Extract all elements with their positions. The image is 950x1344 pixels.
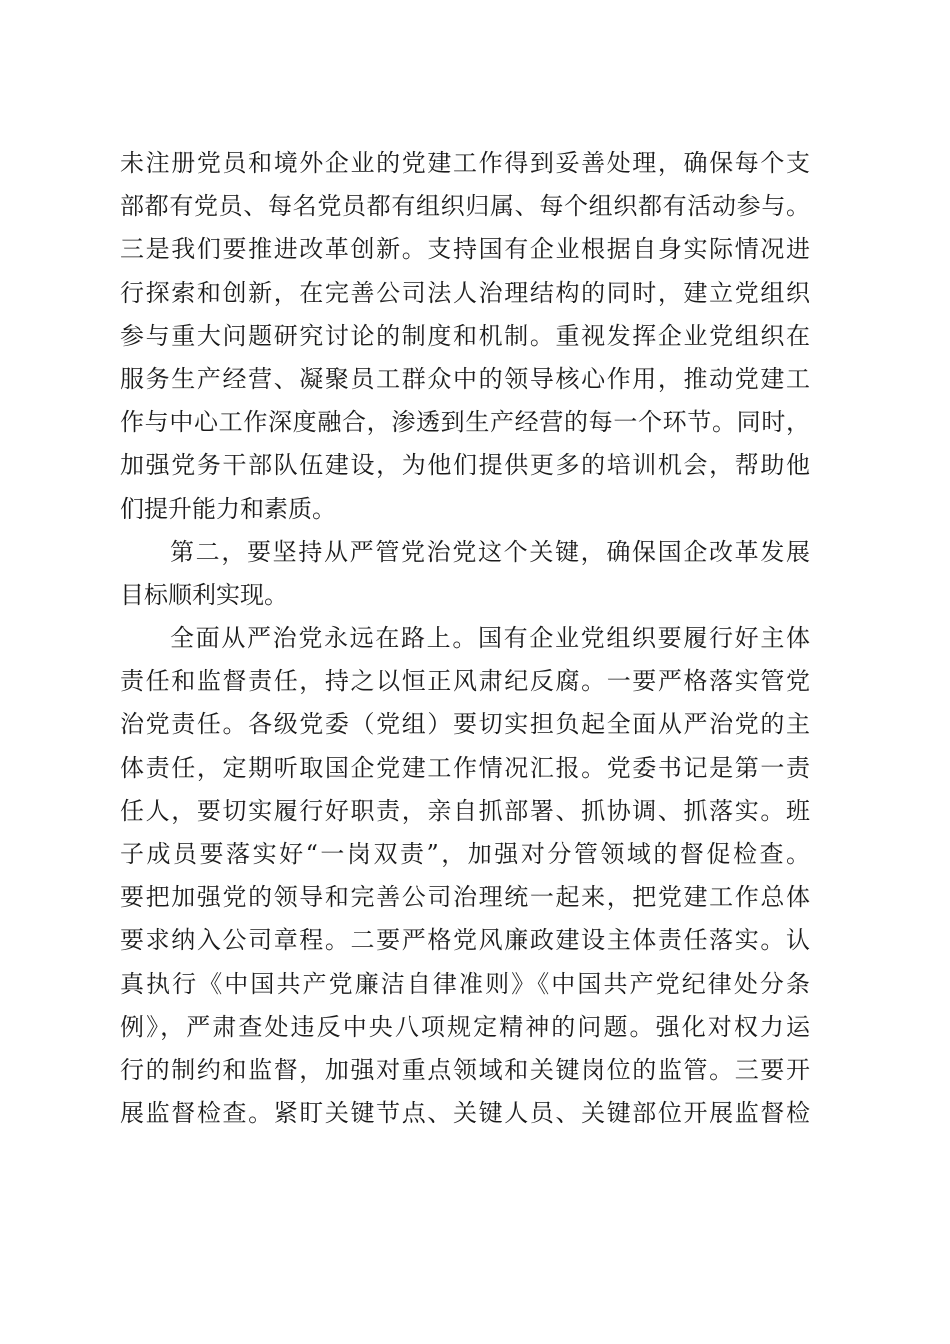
text-line: 例》，严肃查处违反中央八项规定精神的问题。强化对权力运 xyxy=(120,1012,810,1041)
section-heading-line: 第二，要坚持从严管党治党这个关键，确保国企改革发展 xyxy=(170,537,810,566)
section-heading-line: 目标顺利实现。 xyxy=(120,580,288,609)
text-line: 展监督检查。紧盯关键节点、关键人员、关键部位开展监督检 xyxy=(120,1099,810,1128)
text-line: 要求纳入公司章程。二要严格党风廉政建设主体责任落实。认 xyxy=(120,926,810,955)
text-line: 行探索和创新，在完善公司法人治理结构的同时，建立党组织 xyxy=(120,278,810,307)
text-line: 治党责任。各级党委（党组）要切实担负起全面从严治党的主 xyxy=(120,710,810,739)
text-line: 部都有党员、每名党员都有组织归属、每个组织都有活动参与。 xyxy=(120,192,810,221)
document-body xyxy=(120,142,810,1135)
text-line: 服务生产经营、凝聚员工群众中的领导核心作用，推动党建工 xyxy=(120,364,810,393)
text-line: 们提升能力和素质。 xyxy=(120,494,336,523)
text-line: 要把加强党的领导和完善公司治理统一起来，把党建工作总体 xyxy=(120,883,810,912)
text-line: 行的制约和监督，加强对重点领域和关键岗位的监管。三要开 xyxy=(120,1055,810,1084)
text-line: 加强党务干部队伍建设，为他们提供更多的培训机会，帮助他 xyxy=(120,451,810,480)
text-line: 子成员要落实好“一岗双责”，加强对分管领域的督促检查。 xyxy=(120,840,810,868)
text-line: 作与中心工作深度融合，渗透到生产经营的每一个环节。同时， xyxy=(120,408,810,437)
text-line: 责任和监督责任，持之以恒正风肃纪反腐。一要严格落实管党 xyxy=(120,667,810,696)
text-line: 任人，要切实履行好职责，亲自抓部署、抓协调、抓落实。班 xyxy=(120,796,810,825)
text-line: 体责任，定期听取国企党建工作情况汇报。党委书记是第一责 xyxy=(120,753,810,782)
text-line: 真执行《中国共产党廉洁自律准则》《中国共产党纪律处分条 xyxy=(120,969,810,998)
paragraph-first-line: 全面从严治党永远在路上。国有企业党组织要履行好主体 xyxy=(170,624,810,653)
text-line: 参与重大问题研究讨论的制度和机制。重视发挥企业党组织在 xyxy=(120,321,810,350)
text-line: 未注册党员和境外企业的党建工作得到妥善处理，确保每个支 xyxy=(120,149,810,177)
text-line: 三是我们要推进改革创新。支持国有企业根据自身实际情况进 xyxy=(120,235,810,264)
